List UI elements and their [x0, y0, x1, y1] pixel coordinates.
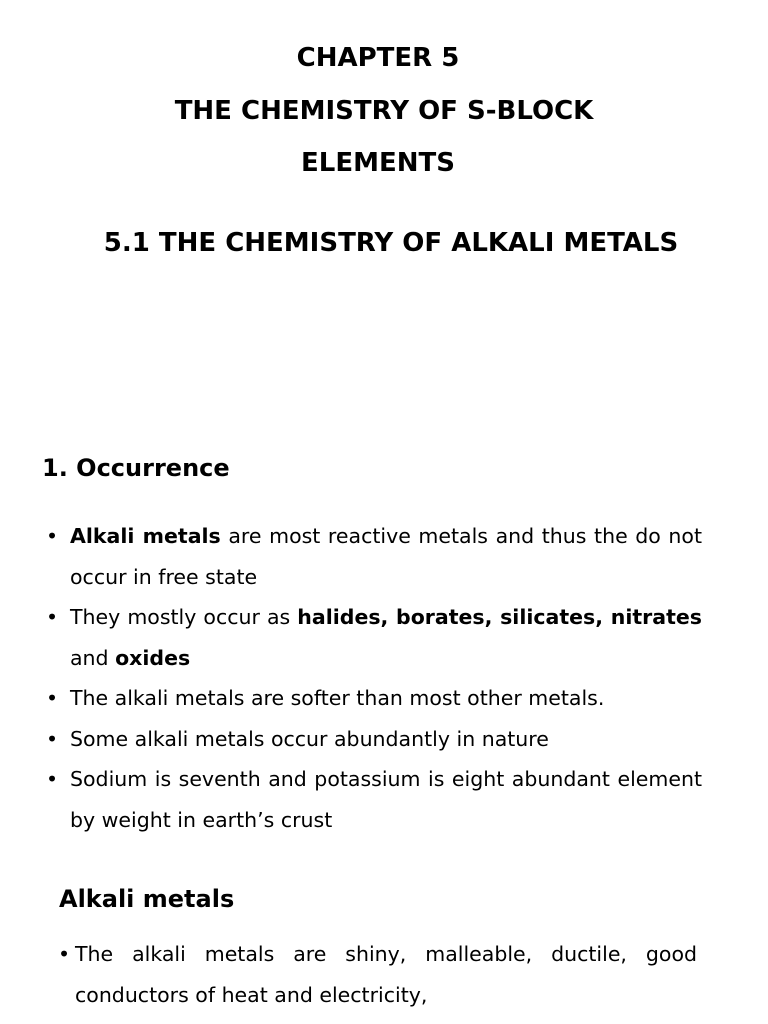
list-item: [46, 597, 702, 678]
list-item: [46, 516, 702, 597]
bullet-icon: •: [46, 524, 59, 548]
bullet-icon: •: [58, 942, 71, 966]
chapter-title-line-1: THE CHEMISTRY OF S-BLOCK: [174, 96, 594, 126]
chapter-title-line-2: ELEMENTS: [301, 148, 455, 178]
chapter-number: CHAPTER 5: [296, 43, 460, 73]
bold-term: Alkali metals: [70, 524, 221, 548]
list-item: [58, 934, 697, 1015]
list-item: [46, 759, 702, 840]
list-item-text: Some alkali metals occur abundantly in nature: [70, 726, 549, 751]
bold-term: oxides: [115, 645, 191, 670]
bullet-icon: •: [46, 605, 59, 629]
bullet-icon: •: [46, 686, 59, 710]
list-item-text: They mostly occur as: [70, 605, 298, 629]
alkali-metals-heading: Alkali metals: [59, 885, 235, 913]
alkali-metals-bullet-list: [58, 934, 697, 1015]
list-item: [46, 678, 702, 719]
list-item-text: Sodium is seventh and potassium is eight abundant element by weight in earth’s crust: [70, 767, 702, 832]
list-item-text: and: [70, 645, 116, 670]
bold-term: halides, borates, silicates, nitrates: [297, 605, 702, 629]
list-item-text: The alkali metals are shiny, malleable, ductile, good conductors of heat and electricity,: [75, 942, 697, 1007]
bullet-icon: •: [46, 767, 59, 791]
section-title: 5.1 THE CHEMISTRY OF ALKALI METALS: [103, 228, 679, 258]
bullet-icon: •: [46, 726, 59, 751]
occurrence-bullet-list: [46, 516, 702, 840]
occurrence-heading: 1. Occurrence: [42, 454, 230, 482]
list-item-text: The alkali metals are softer than most other metals.: [70, 686, 605, 710]
list-item-text: are most reactive metals and thus the do not occur in free state: [70, 524, 702, 589]
list-item: [46, 719, 702, 760]
